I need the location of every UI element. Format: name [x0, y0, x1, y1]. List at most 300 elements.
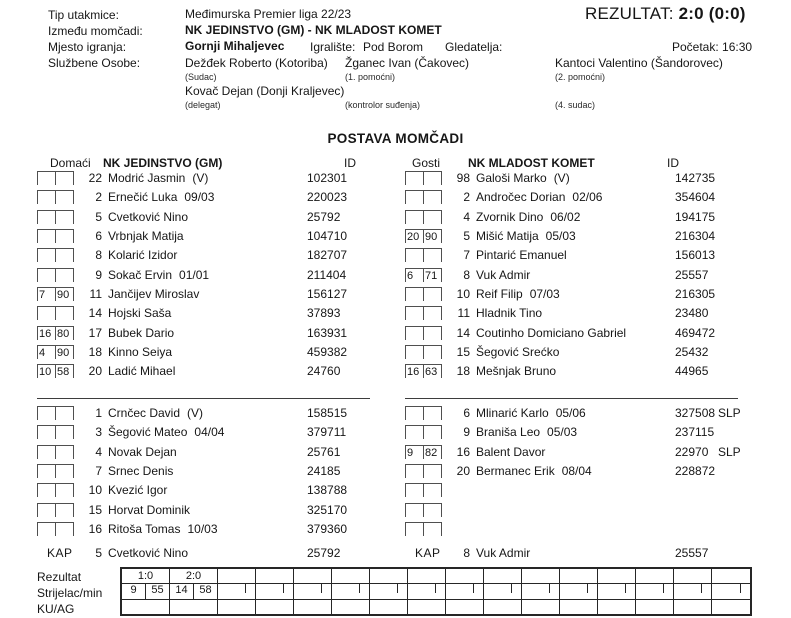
sub-in-number: 7	[39, 288, 46, 301]
izmedu-momcadi-label: Između momčadi:	[48, 24, 143, 38]
player-row	[405, 502, 765, 521]
kap-label: KAP	[415, 546, 441, 560]
minute-half	[275, 584, 294, 598]
player-number: 5	[463, 228, 470, 243]
sub-box-line	[73, 307, 74, 320]
player-name: Modrić Jasmin (V)	[108, 171, 209, 185]
player-row	[405, 463, 765, 482]
sub-box	[405, 248, 442, 264]
gledatelja-label: Gledatelja:	[445, 40, 503, 54]
player-number: 14	[88, 306, 102, 321]
player-number: 16	[88, 521, 102, 536]
minute-half	[427, 584, 446, 598]
player-name: Reif Filip 07/03	[476, 286, 560, 301]
player-id: 37893	[307, 306, 341, 321]
sub-box	[37, 445, 74, 461]
sub-box-line	[423, 504, 424, 517]
pocetak-value: Početak: 16:30	[672, 40, 753, 54]
sub-box-line	[73, 465, 74, 478]
sub-box-line	[37, 484, 38, 497]
sub-box	[405, 522, 442, 538]
sub-box-line	[55, 407, 56, 420]
sub-box	[405, 364, 442, 380]
player-id: 142735	[675, 171, 716, 185]
player-name: Balent Davor	[476, 444, 546, 459]
sub-box-line	[37, 172, 38, 185]
sub-box	[37, 364, 74, 380]
player-id: 354604	[675, 190, 716, 205]
sub-box	[37, 503, 74, 519]
sub-box-line	[55, 269, 56, 282]
player-number: 14	[456, 325, 470, 340]
sub-box	[37, 345, 74, 361]
player-name: Hojski Saša	[108, 306, 172, 321]
player-row	[405, 424, 765, 443]
sub-box-line	[405, 407, 406, 420]
scorer-minute-cell	[446, 584, 484, 598]
player-number: 22	[88, 171, 102, 185]
igraliste-label: Igralište:	[310, 40, 356, 54]
player-number: 11	[457, 306, 470, 321]
player-name: Srnec Denis	[108, 463, 174, 478]
sub-in-number: 9	[407, 446, 414, 459]
sub-box-line	[55, 307, 56, 320]
player-row	[405, 209, 765, 228]
home-side-label: Domaći	[50, 156, 91, 170]
player-name: Pintarić Emanuel	[476, 248, 567, 263]
sub-in-number: 20	[407, 230, 420, 243]
sub-minute: 63	[425, 366, 438, 379]
score-cell	[522, 569, 560, 583]
sub-box-line	[441, 327, 442, 340]
player-id: 138788	[307, 483, 348, 498]
sub-box-line	[423, 307, 424, 320]
scorer-half	[484, 584, 503, 598]
score-cell	[636, 569, 674, 583]
sub-box-line	[55, 465, 56, 478]
scorer-minute-cell	[522, 584, 560, 598]
sub-box-line	[423, 346, 424, 359]
player-number: 20	[456, 463, 470, 478]
player-id: 156127	[307, 286, 348, 301]
player-id: 25792	[307, 546, 341, 560]
player-row	[37, 189, 397, 208]
delegate-name: Kovač Dejan (Donji Kraljevec)	[185, 84, 345, 98]
player-row	[405, 405, 765, 424]
assistant2-name: Kantoci Valentino (Šandorovec)	[555, 56, 723, 70]
scorer-half	[332, 584, 351, 598]
sub-box-line	[73, 484, 74, 497]
sub-box-line	[423, 465, 424, 478]
player-number: 5	[95, 546, 102, 560]
sub-box-line	[423, 211, 424, 224]
sub-box-line	[73, 426, 74, 439]
player-row	[405, 286, 765, 305]
minute-half	[465, 584, 484, 598]
kuag-cell	[294, 600, 332, 614]
minute-half	[693, 584, 712, 598]
score-cell	[446, 569, 484, 583]
player-name: Andročec Dorian 02/06	[476, 190, 603, 205]
half-divider	[283, 584, 284, 593]
player-row	[37, 463, 397, 482]
scorer-half	[598, 584, 617, 598]
player-row	[37, 521, 397, 540]
player-note: 02/06	[572, 190, 603, 205]
sub-box-line	[441, 407, 442, 420]
player-number: 7	[463, 248, 470, 263]
sub-box-line	[405, 172, 406, 185]
player-name: Mišić Matija 05/03	[476, 228, 576, 243]
footer-grid	[120, 567, 752, 616]
player-note: (V)	[192, 171, 209, 185]
player-id: 182707	[307, 248, 348, 263]
home-id-header: ID	[344, 156, 356, 170]
player-id: 379711	[307, 425, 347, 440]
half-divider	[549, 584, 550, 593]
sub-box-line	[405, 249, 406, 262]
igraliste-value: Pod Borom	[363, 40, 424, 54]
player-number: 9	[463, 425, 470, 440]
scorer-half	[712, 584, 731, 598]
sub-box-line	[441, 465, 442, 478]
sub-box	[405, 345, 442, 361]
player-row	[405, 521, 765, 540]
player-number: 8	[95, 248, 102, 263]
player-id: 23480	[675, 306, 709, 321]
half-divider	[663, 584, 664, 593]
sub-box-line	[55, 249, 56, 262]
half-divider	[511, 584, 512, 593]
sub-minute: 82	[425, 446, 438, 459]
sub-box-line	[37, 191, 38, 204]
sub-box-line	[55, 230, 56, 243]
player-name: Bermanec Erik 08/04	[476, 463, 592, 478]
half-divider	[321, 584, 322, 593]
kuag-cell	[332, 600, 370, 614]
score-cell	[598, 569, 636, 583]
away-team-name: NK MLADOST KOMET	[468, 156, 595, 170]
scorer-minute-cell	[218, 584, 256, 598]
sub-box-line	[405, 523, 406, 536]
player-note: 10/03	[187, 521, 218, 536]
player-row	[37, 363, 397, 382]
player-number: 9	[95, 267, 102, 282]
score-cell	[370, 569, 408, 583]
sub-box-line	[441, 446, 442, 459]
sub-box	[37, 522, 74, 538]
player-name: Novak Dejan	[108, 444, 177, 459]
scorer-half	[294, 584, 313, 598]
sub-box	[37, 326, 74, 342]
sub-box-line	[405, 426, 406, 439]
sub-box	[37, 229, 74, 245]
score-cell	[712, 569, 750, 583]
captain-row	[37, 545, 397, 564]
sub-box-line	[405, 346, 406, 359]
away-side-label: Gosti	[412, 156, 441, 170]
score-cell	[484, 569, 522, 583]
sub-box-line	[405, 484, 406, 497]
kuag-cell	[256, 600, 294, 614]
sub-box-line	[441, 191, 442, 204]
player-note: 04/04	[194, 425, 225, 440]
sub-box	[37, 464, 74, 480]
sub-box	[37, 248, 74, 264]
sub-in-number: 16	[39, 327, 52, 340]
half-divider	[397, 584, 398, 593]
player-name: Galoši Marko (V)	[476, 171, 570, 185]
half-divider	[625, 584, 626, 593]
sub-box-line	[441, 249, 442, 262]
player-number: 6	[463, 406, 470, 420]
score-cell	[332, 569, 370, 583]
minute-half	[579, 584, 598, 598]
sub-box	[37, 190, 74, 206]
player-number: 15	[88, 502, 102, 517]
sub-box-line	[405, 288, 406, 301]
sub-box-line	[73, 446, 74, 459]
player-name: Ladić Mihael	[108, 364, 176, 379]
player-id: 469472	[675, 325, 716, 340]
minute-half: 55	[145, 584, 169, 598]
sub-box-line	[423, 172, 424, 185]
player-number: 17	[88, 325, 102, 340]
sub-box-line	[55, 523, 56, 536]
score-cell	[218, 569, 256, 583]
scorer-half	[636, 584, 655, 598]
sub-box-line	[405, 465, 406, 478]
rezultat-label: REZULTAT:	[585, 4, 674, 23]
player-row	[405, 344, 765, 363]
half-divider	[359, 584, 360, 593]
captain-row	[405, 545, 765, 564]
half-divider	[245, 584, 246, 593]
player-number: 11	[89, 286, 102, 301]
mjesto-igranja-value: Gornji Mihaljevec	[185, 39, 285, 53]
player-id: 327508	[675, 406, 716, 420]
sub-box-line	[73, 269, 74, 282]
player-row	[405, 482, 765, 501]
scorer-half	[560, 584, 579, 598]
slp-flag: SLP	[718, 444, 741, 459]
player-name: Jančijev Miroslav	[108, 286, 200, 301]
sub-box-line	[423, 484, 424, 497]
player-id: 25557	[675, 546, 709, 560]
player-name: Crnčec David (V)	[108, 406, 204, 420]
home-roster	[37, 170, 397, 574]
player-name: Šegović Srećko	[476, 344, 560, 359]
player-row	[37, 444, 397, 463]
minute-half	[389, 584, 408, 598]
sub-box-line	[423, 288, 424, 301]
player-id: 220023	[307, 190, 348, 205]
score-cell	[294, 569, 332, 583]
minute-half	[503, 584, 522, 598]
player-row	[37, 424, 397, 443]
minute-half	[731, 584, 750, 598]
player-row	[405, 325, 765, 344]
sub-box-line	[55, 191, 56, 204]
sub-minute: 58	[57, 366, 70, 379]
slp-flag: SLP	[718, 406, 741, 420]
player-note: (V)	[187, 406, 204, 420]
sub-box	[37, 171, 74, 187]
scorer-half	[256, 584, 275, 598]
player-row	[37, 170, 397, 189]
player-row	[37, 228, 397, 247]
player-number: 5	[95, 209, 102, 224]
player-row	[405, 305, 765, 324]
score-cell	[408, 569, 446, 583]
scorer-minute-cell	[332, 584, 370, 598]
player-row	[405, 170, 765, 189]
player-name: Coutinho Domiciano Gabriel	[476, 325, 627, 340]
player-id: 25557	[675, 267, 709, 282]
kuag-cell	[636, 600, 674, 614]
sub-box-line	[73, 327, 74, 340]
player-id: 104710	[307, 228, 348, 243]
player-name: Horvat Dominik	[108, 502, 191, 517]
sub-minute: 80	[57, 327, 70, 340]
player-id: 25792	[307, 209, 341, 224]
sub-box-line	[37, 523, 38, 536]
sub-box-line	[441, 523, 442, 536]
sub-box	[405, 445, 442, 461]
scorer-minute-cell	[370, 584, 408, 598]
scorer-minute-cell	[170, 584, 218, 598]
delegate-role: (delegat)	[185, 100, 221, 110]
sub-box-line	[423, 523, 424, 536]
sub-box-line	[55, 446, 56, 459]
player-name: Bubek Dario	[108, 325, 175, 340]
sub-box	[405, 425, 442, 441]
sub-box-line	[441, 365, 442, 378]
player-number: 4	[95, 444, 102, 459]
kuag-cell	[446, 600, 484, 614]
tip-utakmice-value: Međimurska Premier liga 22/23	[185, 7, 352, 21]
sub-box	[405, 229, 442, 245]
sub-box	[37, 306, 74, 322]
player-id: 237115	[675, 425, 715, 440]
player-note: (V)	[553, 171, 570, 185]
sub-box-line	[37, 211, 38, 224]
player-name: Mešnjak Bruno	[476, 364, 557, 379]
player-id: 24760	[307, 364, 341, 379]
half-divider	[701, 584, 702, 593]
player-name: Kinno Seiya	[108, 344, 173, 359]
minute-half	[655, 584, 674, 598]
kuag-cell	[598, 600, 636, 614]
kuag-row	[122, 600, 750, 614]
scorer-minute-cell	[674, 584, 712, 598]
scorer-half	[446, 584, 465, 598]
sub-box	[405, 464, 442, 480]
sub-box-line	[441, 504, 442, 517]
player-number: 20	[88, 364, 102, 379]
player-name: Kolarić Izidor	[108, 248, 178, 263]
scorer-half: 9	[130, 584, 137, 597]
sub-box-line	[441, 346, 442, 359]
sub-box-line	[37, 465, 38, 478]
player-id: 44965	[675, 364, 709, 379]
scorer-half	[408, 584, 427, 598]
player-number: 7	[95, 463, 102, 478]
sub-in-number: 10	[39, 366, 52, 379]
scorer-half	[674, 584, 693, 598]
sub-box-line	[73, 523, 74, 536]
scorer-half	[218, 584, 237, 598]
sub-box-line	[37, 426, 38, 439]
player-number: 18	[456, 364, 470, 379]
sub-box	[405, 190, 442, 206]
sub-box	[37, 425, 74, 441]
player-row	[37, 247, 397, 266]
player-row	[405, 444, 765, 463]
minute-half	[617, 584, 636, 598]
sub-box-line	[73, 172, 74, 185]
player-note: 05/03	[545, 228, 576, 243]
player-id: 228872	[675, 463, 716, 478]
score-cell: 1:0	[122, 569, 170, 583]
bench-separator	[37, 398, 370, 399]
player-name: Sokač Ervin 01/01	[108, 267, 210, 282]
sub-box-line	[37, 407, 38, 420]
player-name: Vuk Admir	[476, 546, 531, 560]
sub-box-line	[441, 307, 442, 320]
player-row	[37, 267, 397, 286]
player-note: 05/03	[547, 425, 578, 440]
scorer-minute-row	[122, 583, 750, 599]
player-note: 01/01	[179, 267, 210, 282]
scorer-minute-cell	[408, 584, 446, 598]
player-row	[37, 502, 397, 521]
player-id: 211404	[307, 267, 347, 282]
sub-box-line	[73, 288, 74, 301]
scorer-minute-cell	[256, 584, 294, 598]
sub-minute: 90	[425, 230, 438, 243]
player-id: 216304	[675, 228, 716, 243]
sub-box	[37, 287, 74, 303]
sub-box-line	[423, 407, 424, 420]
player-row	[405, 189, 765, 208]
player-note: 09/03	[184, 190, 215, 205]
sub-minute: 90	[57, 346, 70, 359]
assistant1-role: (1. pomoćni)	[345, 72, 396, 82]
sub-box	[405, 210, 442, 226]
assistant1-name: Žganec Ivan (Čakovec)	[345, 56, 470, 70]
kuag-cell	[484, 600, 522, 614]
section-title: POSTAVA MOMČADI	[327, 131, 464, 146]
player-number: 98	[456, 171, 470, 185]
sub-box	[37, 210, 74, 226]
rezultat-heading	[585, 4, 746, 24]
player-number: 15	[456, 344, 470, 359]
scorer-minute-cell	[636, 584, 674, 598]
player-row	[405, 247, 765, 266]
sub-box-line	[55, 211, 56, 224]
referee-name: Dežđek Roberto (Kotoriba)	[185, 56, 328, 70]
sub-box-line	[55, 172, 56, 185]
score-cell	[674, 569, 712, 583]
sub-box-line	[73, 365, 74, 378]
sub-box-line	[405, 211, 406, 224]
sub-box-line	[55, 504, 56, 517]
player-number: 2	[95, 190, 102, 205]
kuag-cell	[370, 600, 408, 614]
player-id: 25761	[307, 444, 341, 459]
player-number: 10	[88, 483, 102, 498]
